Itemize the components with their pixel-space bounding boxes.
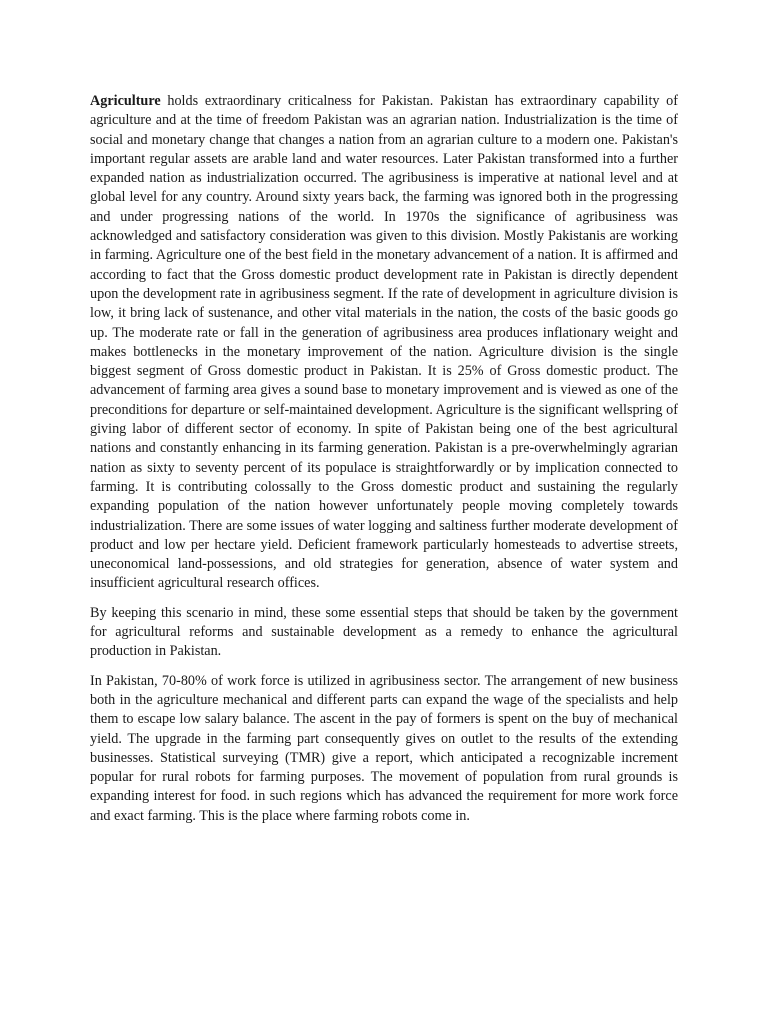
paragraph-workforce-robots (90, 672, 678, 826)
paragraph-body: holds extraordinary criticalness for Pakistan. Pakistan has extraordinary capability of agriculture and at the time of freedom Pakistan was an agrarian nation. Industrialization is the time of social and monetary change that changes a nation from an agrarian culture to a modern one. Pakistan's important regular assets are arable land and water resources. Later Pakistan transformed into a further expanded nation as industrialization occurred. The agribusiness is imperative at national level and at global level for any country. Around sixty years back, the farming was ignored both in the progressing and under progressing nations of the world. In 1970s the significance of agribusiness was acknowledged and satisfactory consideration was given to this division. Mostly Pakistanis are working in farming. Agriculture one of the best field in the monetary advancement of a nation. It is affirmed and according to fact that the Gross domestic product development rate in Pakistan is directly dependent upon the development rate in agribusiness segment. If the rate of development in agriculture division is low, it bring lack of sustenance, and other vital materials in the nation, the costs of the basic goods go up. The moderate rate or fall in the generation of agribusiness area produces inflationary weight and makes bottlenecks in the monetary improvement of the nation. Agriculture division is the single biggest segment of Gross domestic product in Pakistan. It is 25% of Gross domestic product. The advancement of farming area gives a sound base to monetary improvement and is viewed as one of the preconditions for departure or self-maintained development. Agriculture is the significant wellspring of giving labor of different sector of economy. In spite of Pakistan being one of the best agricultural nations and constantly enhancing in its farming generation. Pakistan is a pre-overwhelmingly agrarian nation as sixty to seventy percent of its populace is straightforwardly or by implication connected to farming. It is contributing colossally to the Gross domestic product and sustaining the regularly expanding population of the nation however unfortunately people moving completely towards industrialization. There are some issues of water logging and saltiness further moderate development of product and low per hectare yield. Deficient framework particularly homesteads to advertise streets, uneconomical land-possessions, and old strategies for generation, absence of water system and insufficient agricultural research offices. (90, 93, 678, 592)
paragraph-agriculture-intro (90, 92, 678, 594)
paragraph-body: In Pakistan, 70-80% of work force is utilized in agribusiness sector. The arrangement of new business both in the agriculture mechanical and different parts can expand the wage of the specialists and help them to escape low salary balance. The ascent in the pay of formers is spent on the buy of mechanical yield. The upgrade in the farming part consequently gives on outlet to the results of the extending businesses. Statistical surveying (TMR) give a report, which anticipated a recognizable increment popular for rural robots for farming purposes. The movement of population from rural grounds is expanding interest for food. in such regions which has advanced the requirement for more work force and exact farming. This is the place where farming robots come in. (90, 672, 678, 824)
document-page (90, 92, 678, 836)
paragraph-lead-term: Agriculture (90, 93, 161, 109)
paragraph-reform-steps (90, 604, 678, 662)
paragraph-body: By keeping this scenario in mind, these some essential steps that should be taken by the government for agricultural reforms and sustainable development as a remedy to enhance the agricultural production in Pakistan. (90, 604, 678, 660)
